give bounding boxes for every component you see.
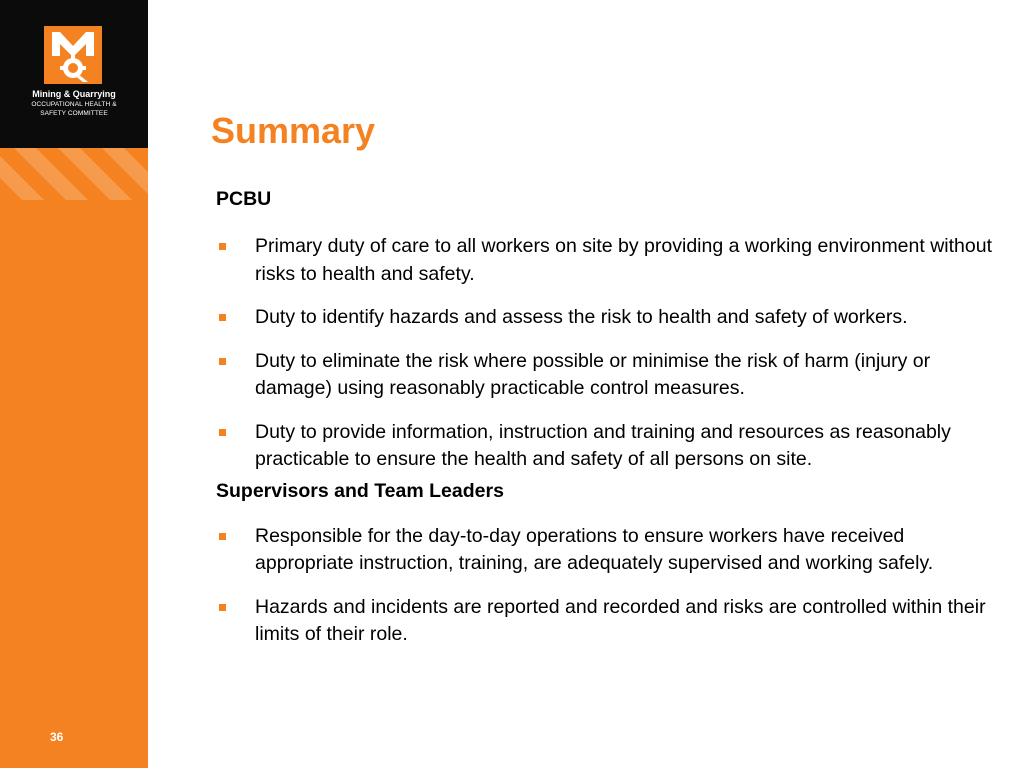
bullet-list — [216, 233, 996, 474]
slide-content — [216, 186, 996, 649]
section-pcbu — [216, 186, 996, 474]
square-bullet-icon — [219, 314, 226, 321]
bullet-text: Hazards and incidents are reported and recorded and risks are controlled within their limits of their role. — [255, 595, 986, 645]
square-bullet-icon — [219, 429, 226, 436]
bullet-text: Primary duty of care to all workers on site by providing a working environment without risks to health and safety. — [255, 235, 992, 285]
square-bullet-icon — [219, 533, 226, 540]
sidebar — [0, 0, 148, 768]
list-item — [216, 233, 996, 288]
section-heading: PCBU — [216, 188, 272, 210]
logo-subtitle-line2: SAFETY COMMITTEE — [40, 109, 108, 117]
logo-subtitle — [0, 101, 148, 118]
logo-title: Mining & Quarrying — [32, 89, 116, 99]
slide-title: Summary — [211, 110, 376, 151]
bullet-text: Responsible for the day-to-day operations to ensure workers have received appropriate instruction, training, are adequately supervised and working safely. — [255, 524, 934, 574]
section-heading: Supervisors and Team Leaders — [216, 479, 504, 502]
bullet-list — [216, 523, 996, 649]
mq-logo-icon — [44, 26, 102, 84]
bullet-text: Duty to identify hazards and assess the risk to health and safety of workers. — [255, 306, 908, 328]
hazard-stripes — [0, 148, 148, 200]
bullet-text: Duty to eliminate the risk where possible or minimise the risk of harm (injury or damage) using reasonably practicable control measures. — [255, 349, 931, 399]
list-item — [216, 304, 996, 332]
list-item — [216, 523, 996, 578]
page-number: 36 — [50, 730, 64, 744]
logo-subtitle-line1: OCCUPATIONAL HEALTH & — [31, 101, 117, 108]
square-bullet-icon — [219, 243, 226, 250]
section-supervisors — [216, 478, 996, 649]
list-item — [216, 594, 996, 649]
square-bullet-icon — [219, 604, 226, 611]
list-item — [216, 419, 996, 474]
list-item — [216, 348, 996, 403]
square-bullet-icon — [219, 358, 226, 365]
bullet-text: Duty to provide information, instruction and training and resources as reasonably practicable to ensure the health and safety of all persons on site. — [255, 420, 951, 470]
logo-block — [0, 0, 148, 148]
